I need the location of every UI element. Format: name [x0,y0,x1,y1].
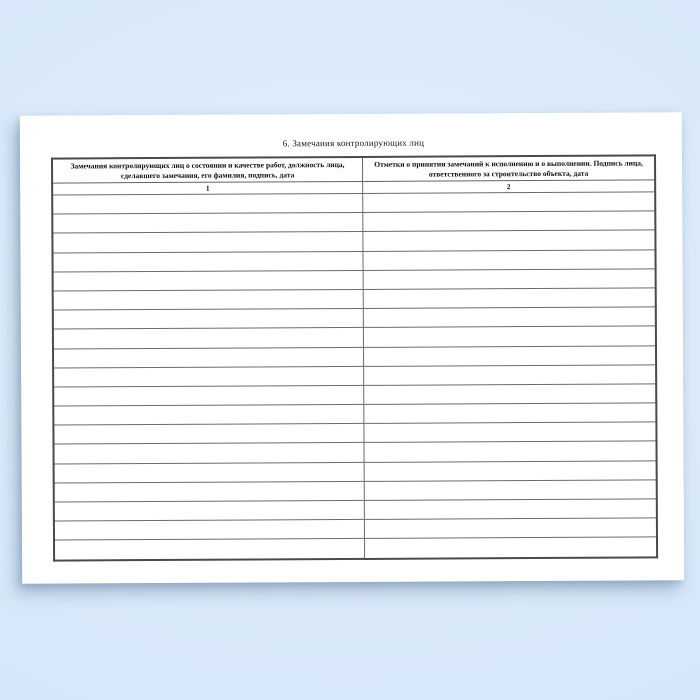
table-cell-remark [53,328,364,349]
table-cell-remark [52,213,363,234]
table-cell-remark [54,520,365,541]
table-cell-mark [364,499,657,520]
table-cell-mark [363,230,656,251]
table-cell-mark [364,441,657,462]
remarks-table [51,154,658,561]
table-cell-mark [365,537,658,558]
table-cell-mark [364,480,657,501]
table-cell-remark [53,270,364,291]
column-number-2: 2 [363,180,656,194]
table-cell-remark [53,366,364,387]
table-cell-mark [364,422,657,443]
column-number-1: 1 [52,181,363,195]
column-header-acceptance-marks [363,155,656,181]
document-page-content [20,112,684,583]
table-cell-remark [54,500,365,521]
table-cell-mark [363,326,656,347]
table-cell-remark [54,462,365,483]
table-cell-remark [53,347,364,368]
table-cell-remark [53,424,364,445]
table-cell-mark [364,365,657,386]
table-cell-mark [363,269,656,290]
table-cell-remark [53,289,364,310]
document-page [20,112,684,583]
column-header-remarks-line1: Замечания контролирующих лиц о состоянии и качестве работ, должность лица, [70,160,345,171]
table-cell-remark [53,309,364,330]
table-cell-mark [363,249,656,270]
table-cell-mark [363,307,656,328]
table-cell-mark [364,461,657,482]
table-cell-remark [52,251,363,272]
table-cell-mark [364,384,657,405]
table-cell-mark [363,211,656,232]
column-header-remarks-line2: сделавшего замечания, его фамилия, подпись, дата [120,169,295,180]
remarks-table-body [52,192,657,560]
table-cell-remark [54,443,365,464]
remarks-table-header [52,155,655,195]
table-cell-remark [53,405,364,426]
table-cell-mark [363,192,656,213]
table-cell-mark [364,518,657,539]
table-cell-remark [54,539,365,560]
table-cell-remark [52,193,363,214]
section-title: 6. Замечания контролирующих лиц [282,137,425,149]
table-cell-remark [52,232,363,253]
column-header-remarks [52,157,363,183]
table-cell-mark [364,345,657,366]
column-header-acceptance-marks-line1: Отметки о принятии замечаний к исполнению и о выполнении. Подпись лица, [374,158,643,169]
table-row [54,537,657,560]
table-cell-mark [364,403,657,424]
table-cell-remark [53,385,364,406]
header-row [52,155,655,183]
table-cell-mark [363,288,656,309]
column-header-acceptance-marks-line2: ответственного за строительство объекта, дата [428,168,589,179]
table-cell-remark [54,481,365,502]
